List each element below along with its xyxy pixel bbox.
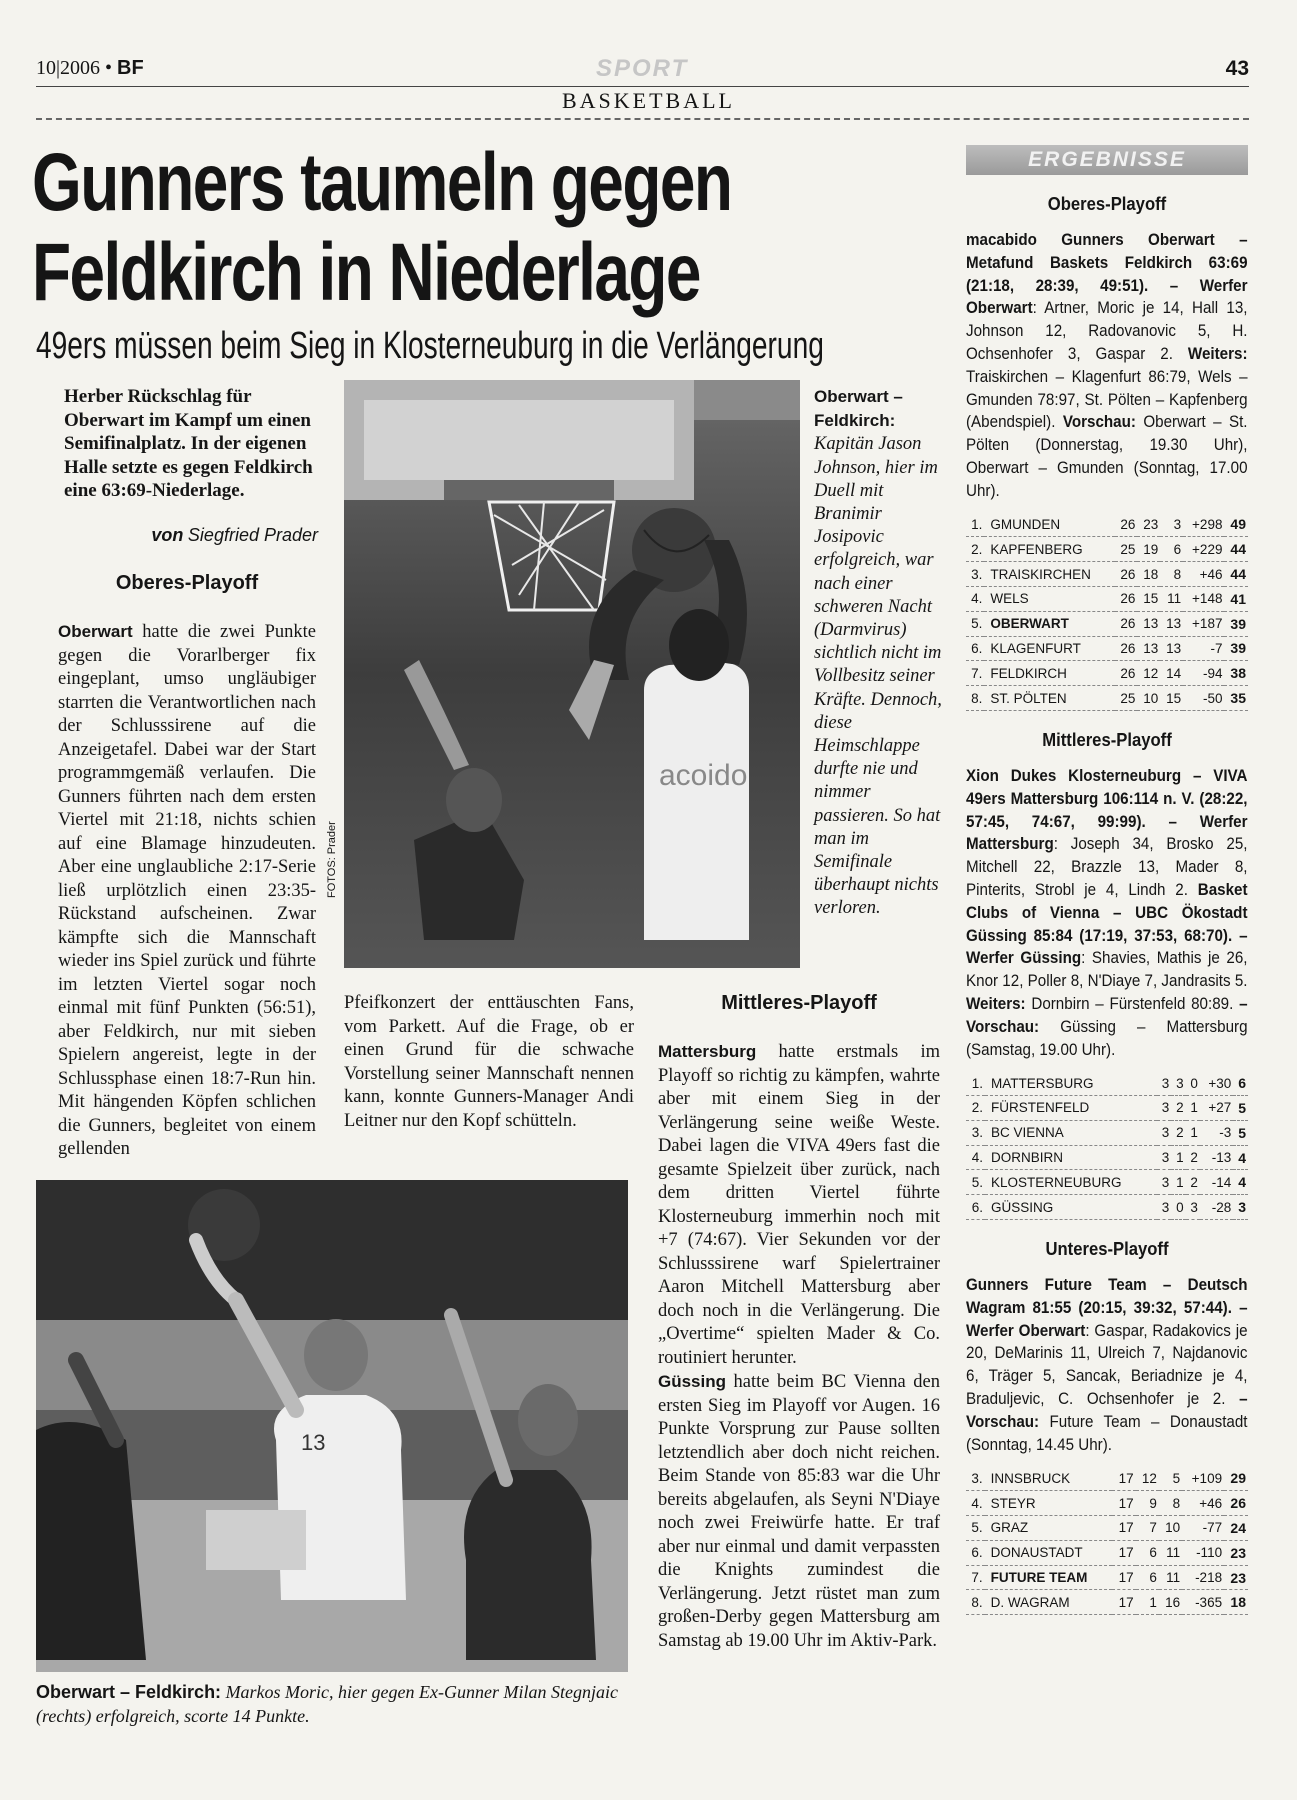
oberes-werfer-label: – Werfer Oberwart (966, 276, 1248, 318)
cell-losses: 13 (1160, 636, 1183, 661)
cell-losses: 3 (1186, 1195, 1200, 1220)
table-row (966, 1590, 1248, 1615)
mittleres-vorschau-label: – Vorschau: (966, 994, 1248, 1036)
photo-johnson-dunk (344, 380, 800, 968)
cell-wins: 23 (1137, 513, 1160, 537)
table-row (966, 636, 1248, 661)
cell-points: 39 (1224, 636, 1248, 661)
cell-losses: 16 (1159, 1590, 1182, 1615)
cell-losses: 13 (1160, 611, 1183, 636)
cell-diff: -7 (1183, 636, 1224, 661)
article-body-col1 (58, 620, 316, 1162)
results-header: ERGEBNISSE (966, 145, 1248, 175)
cell-rank: 5. (966, 1170, 985, 1195)
cell-team: FELDKIRCH (984, 661, 1114, 686)
cell-team: KAPFENBERG (984, 537, 1114, 562)
separator-bullet: • (105, 57, 113, 79)
cell-losses: 6 (1160, 537, 1183, 562)
cell-points: 6 (1233, 1071, 1248, 1095)
cell-points: 5 (1233, 1120, 1248, 1145)
table-row (966, 661, 1248, 686)
cell-rank: 6. (966, 1195, 985, 1220)
byline-prefix: von (151, 525, 184, 545)
cell-rank: 8. (966, 686, 984, 711)
dashed-divider (36, 118, 1249, 120)
article-body-col2: Pfeifkonzert der enttäuschten Fans, vom Parkett. Auf die Frage, ob er einen Grund für die schwache Vorstellung seiner Mannschaft nennen kann, konnte Gunners-Manager Andi Leitner nur den Kopf schütteln. (344, 993, 634, 1131)
cell-games: 3 (1157, 1170, 1171, 1195)
cell-diff: +30 (1200, 1071, 1233, 1095)
table-row (966, 1145, 1248, 1170)
keyword-guessing: Güssing (658, 1372, 727, 1391)
body-text-oberes: hatte die zwei Punkte gegen die Vorarlberger fix eingeplant, umso ungläubiger starrten die Verantwortlichen nach der Schlusssirene auf die Anzeigetafel. Dabei war der Start programmgemäß verlaufen. Die Gunners führten nach dem ersten Viertel mit 21:18, nichts schien auf eine Blamage hinzudeuten. Aber eine unglaubliche 2:17-Serie ließ urplötzlich einen 23:35-Rückstand aufscheinen. Zwar kämpfte sich die Mannschaft wieder ins Spiel zurück und führte im letzten Viertel sogar noch einmal mit fünf Punkten (56:51), aber Feldkirch, nur mit sieben Spielern angereist, legte in der Schlussphase einen 18:7-Run hin. Mit hängenden Köpfen schlichen die Gunners, begleitet von einem gellenden (58, 622, 316, 1159)
cell-games: 17 (1112, 1516, 1135, 1541)
standings-table-unteres (966, 1466, 1248, 1615)
cell-team: FUTURE TEAM (985, 1565, 1113, 1590)
cell-rank: 2. (966, 1096, 985, 1121)
cell-diff: -110 (1182, 1540, 1224, 1565)
cell-games: 3 (1157, 1071, 1171, 1095)
cell-losses: 0 (1186, 1071, 1200, 1095)
cell-rank: 3. (966, 1466, 985, 1490)
cell-diff: +229 (1183, 537, 1224, 562)
issue-number: 10|2006 (36, 57, 101, 79)
photo-graphic (344, 380, 800, 968)
unteres-results (966, 1274, 1248, 1456)
table-row (966, 586, 1248, 611)
cell-points: 44 (1224, 562, 1248, 587)
table-row (966, 1071, 1248, 1095)
oberes-weiters-label: Weiters: (1187, 344, 1248, 363)
caption2-label: Oberwart – Feldkirch: (36, 1682, 222, 1702)
cell-losses: 11 (1159, 1565, 1182, 1590)
cell-wins: 6 (1136, 1565, 1159, 1590)
cell-losses: 8 (1160, 562, 1183, 587)
cell-wins: 12 (1137, 661, 1160, 686)
cell-points: 26 (1224, 1491, 1248, 1516)
cell-rank: 8. (966, 1590, 985, 1615)
cell-points: 39 (1224, 611, 1248, 636)
cell-rank: 6. (966, 636, 984, 661)
cell-team: GÜSSING (985, 1195, 1157, 1220)
cell-diff: +46 (1183, 562, 1224, 587)
mittleres-vorschau-text: Güssing – Mattersburg (Samstag, 19.00 Uhr). (966, 1017, 1248, 1059)
cell-wins: 1 (1171, 1145, 1185, 1170)
cell-wins: 0 (1171, 1195, 1185, 1220)
caption-label: Oberwart – Feldkirch: (814, 387, 903, 431)
table-row (966, 1565, 1248, 1590)
mittleres-werfer2-label: – Werfer Güssing (966, 926, 1248, 968)
cell-losses: 11 (1160, 586, 1183, 611)
table-row (966, 1195, 1248, 1220)
oberes-vorschau-text: Oberwart – St. Pölten (Donnerstag, 19.30 Uhr), Oberwart – Gmunden (Sonntag, 17.00 Uhr). (966, 413, 1248, 500)
cell-team: KLOSTERNEUBURG (985, 1170, 1157, 1195)
cell-wins: 7 (1136, 1516, 1159, 1541)
cell-losses: 15 (1160, 686, 1183, 711)
masthead-rule (36, 86, 1249, 87)
cell-losses: 3 (1160, 513, 1183, 537)
cell-wins: 6 (1136, 1540, 1159, 1565)
cell-games: 26 (1115, 513, 1138, 537)
table-row (966, 562, 1248, 587)
cell-points: 49 (1224, 513, 1248, 537)
table-row (966, 1540, 1248, 1565)
cell-points: 5 (1233, 1096, 1248, 1121)
byline-author: Siegfried Prader (187, 525, 318, 545)
svg-text:acoido: acoido (659, 759, 748, 792)
paper-name: BF (117, 57, 144, 79)
cell-diff: -28 (1200, 1195, 1233, 1220)
cell-points: 35 (1224, 686, 1248, 711)
unteres-vorschau-label: – Vorschau: (966, 1390, 1248, 1431)
standings-body-oberes (966, 513, 1248, 711)
cell-games: 26 (1115, 611, 1138, 636)
cell-wins: 13 (1137, 611, 1160, 636)
section-label: SPORT (596, 55, 689, 82)
cell-team: FÜRSTENFELD (985, 1096, 1157, 1121)
cell-losses: 10 (1159, 1516, 1182, 1541)
cell-losses: 11 (1159, 1540, 1182, 1565)
standings-table-oberes (966, 513, 1248, 711)
cell-diff: -50 (1183, 686, 1224, 711)
unteres-werfer-text: : Gaspar, Radakovics je 20, DeMarinis 11, Ulreich 7, Najdanovic 6, Träger 5, Sancak, Beriadnize je 4, Braduljevic, C. Ochsenhofer je 2. (966, 1321, 1248, 1409)
photo-moric-layup (36, 1180, 628, 1672)
keyword-oberwart: Oberwart (58, 622, 133, 641)
photo-graphic-2 (36, 1180, 628, 1672)
cell-wins: 10 (1137, 686, 1160, 711)
unteres-vorschau-text: Future Team – Donaustadt (Sonntag, 14.45 Uhr). (966, 1412, 1248, 1454)
cell-games: 17 (1112, 1466, 1135, 1490)
cell-games: 17 (1112, 1491, 1135, 1516)
cell-diff: +27 (1200, 1096, 1233, 1121)
cell-diff: +46 (1182, 1491, 1224, 1516)
standings-body-mittleres (966, 1071, 1248, 1219)
cell-diff: -77 (1182, 1516, 1224, 1541)
oberes-werfer-text: : Artner, Moric je 14, Hall 13, Johnson 12, Radovanovic 5, H. Ochsenhofer 3, Gaspar 2. (966, 299, 1248, 363)
cell-losses: 2 (1186, 1170, 1200, 1195)
headline-line-2: Feldkirch in Niederlage (32, 227, 700, 318)
cell-rank: 6. (966, 1540, 985, 1565)
svg-text:13: 13 (301, 1430, 326, 1455)
oberes-results (966, 229, 1248, 503)
sidebar-title-unteres: Unteres-Playoff (1045, 1238, 1169, 1260)
section-title-oberes: Oberes-Playoff (115, 572, 259, 594)
cell-diff: +109 (1182, 1466, 1224, 1490)
table-row (966, 1516, 1248, 1541)
cell-points: 18 (1224, 1590, 1248, 1615)
cell-games: 3 (1157, 1145, 1171, 1170)
cell-wins: 15 (1137, 586, 1160, 611)
photo2-caption (36, 1680, 636, 1728)
cell-games: 17 (1112, 1590, 1135, 1615)
cell-points: 24 (1224, 1516, 1248, 1541)
unteres-result-head: Gunners Future Team – Deutsch Wagram 81:55 (20:15, 39:32, 57:44). (966, 1276, 1248, 1317)
cell-team: WELS (984, 586, 1114, 611)
caption-text: Kapitän Jason Johnson, hier im Duell mit Branimir Josipovic erfolgreich, war nach einer schweren Nacht (Darmvirus) sichtlich nicht im Vollbesitz seiner Kräfte. Dennoch, diese Heimschlappe durfte nie und nimmer passieren. So hat man im Semifinale überhaupt nichts verloren. (814, 434, 942, 919)
cell-diff: -365 (1182, 1590, 1224, 1615)
cell-rank: 5. (966, 1516, 985, 1541)
mittleres-werfer1-label: – Werfer Mattersburg (966, 812, 1248, 854)
cell-losses: 1 (1186, 1096, 1200, 1121)
cell-rank: 4. (966, 586, 984, 611)
table-row (966, 1120, 1248, 1145)
cell-diff: +187 (1183, 611, 1224, 636)
mittleres-werfer2-text: : Shavies, Mathis je 26, Knor 12, Poller 8, N'Diaye 7, Jandrasits 5. (966, 949, 1248, 991)
cell-rank: 3. (966, 1120, 985, 1145)
cell-rank: 1. (966, 513, 984, 537)
cell-games: 3 (1157, 1120, 1171, 1145)
cell-games: 3 (1157, 1096, 1171, 1121)
cell-team: GMUNDEN (984, 513, 1114, 537)
cell-wins: 19 (1137, 537, 1160, 562)
cell-team: GRAZ (985, 1516, 1113, 1541)
cell-points: 23 (1224, 1565, 1248, 1590)
cell-wins: 2 (1171, 1120, 1185, 1145)
headline (32, 137, 732, 318)
cell-games: 26 (1115, 636, 1138, 661)
standings-table-mittleres (966, 1071, 1248, 1220)
sidebar-title-oberes: Oberes-Playoff (1047, 193, 1167, 214)
cell-games: 3 (1157, 1195, 1171, 1220)
cell-games: 25 (1115, 537, 1138, 562)
table-row (966, 1466, 1248, 1490)
cell-losses: 2 (1186, 1145, 1200, 1170)
cell-points: 29 (1224, 1466, 1248, 1490)
section-title-mittleres: Mittleres-Playoff (721, 992, 877, 1014)
cell-games: 26 (1115, 661, 1138, 686)
cell-rank: 3. (966, 562, 984, 587)
mittleres-results (966, 765, 1248, 1061)
ressort-label: BASKETBALL (562, 88, 735, 113)
cell-team: DORNBIRN (985, 1145, 1157, 1170)
cell-points: 4 (1233, 1170, 1248, 1195)
cell-points: 3 (1233, 1195, 1248, 1220)
mittleres-weiters-label: Weiters: (966, 994, 1026, 1013)
body-text-mattersburg: hatte erstmals im Playoff so richtig zu kämpfen, wahrte aber mit einem Sieg in der Verlängerung seine weiße Weste. Dabei lagen die VIVA 49ers fast die gesamte Spielzeit über zurück, nach dem dritten Viertel führte Klosterneuburg immerhin noch mit +7 (74:67). Vier Sekunden vor der Schlusssirene warf Spielertrainer Aaron Mitchell Mattersburg aber doch noch in die Verlängerung. Die „Overtime“ spielten Mader & Co. routiniert herunter. (658, 1042, 940, 1368)
lead-paragraph: Herber Rückschlag für Oberwart im Kampf um einen Semifinalplatz. In der eigenen Halle setzte es gegen Feldkirch eine 63:69-Niederlage. (64, 386, 313, 501)
cell-diff: -94 (1183, 661, 1224, 686)
keyword-mattersburg: Mattersburg (658, 1042, 757, 1061)
cell-losses: 5 (1159, 1466, 1182, 1490)
cell-wins: 3 (1171, 1071, 1185, 1095)
subheadline: 49ers müssen beim Sieg in Klosterneuburg in die Verlängerung (36, 325, 824, 367)
oberes-result-head: macabido Gunners Oberwart – Metafund Baskets Feldkirch 63:69 (21:18, 28:39, 49:51). (966, 231, 1248, 295)
page-number: 43 (1225, 57, 1249, 80)
cell-points: 44 (1224, 537, 1248, 562)
table-row (966, 537, 1248, 562)
cell-team: STEYR (985, 1491, 1113, 1516)
cell-diff: -13 (1200, 1145, 1233, 1170)
cell-games: 17 (1112, 1565, 1135, 1590)
cell-team: KLAGENFURT (984, 636, 1114, 661)
standings-body-unteres (966, 1466, 1248, 1614)
mittleres-result2-head: Basket Clubs of Vienna – UBC Ökostadt Güssing 85:84 (17:19, 37:53, 68:70). (966, 880, 1248, 945)
photo-credit: FOTOS: Prader (326, 821, 338, 898)
results-sidebar (966, 145, 1248, 1615)
cell-wins: 1 (1136, 1590, 1159, 1615)
sidebar-title-mittleres: Mittleres-Playoff (1042, 728, 1172, 750)
cell-team: ST. PÖLTEN (984, 686, 1114, 711)
cell-games: 26 (1115, 586, 1138, 611)
caption2-text: Markos Moric, hier gegen Ex-Gunner Milan Stegnjaic (rechts) erfolgreich, scorte 14 Punkte. (36, 1682, 618, 1726)
body-text-guessing: hatte beim BC Vienna den ersten Sieg im Playoff vor Augen. 16 Punkte Vorsprung zur Pause sollten letztendlich aber doch nicht reichen. Beim Stande von 85:83 war die Uhr bereits abgelaufen, als Seyni N'Diaye noch zwei Freiwürfe hatte. Er traf aber nur einmal und damit verpassten die Knights zumindest die Verlängerung. Jetzt rüstet man zum großen-Derby gegen Mattersburg am Samstag ab 19.00 Uhr im Aktiv-Park. (658, 1372, 940, 1651)
cell-games: 25 (1115, 686, 1138, 711)
cell-diff: -3 (1200, 1120, 1233, 1145)
article-body-col3 (658, 1040, 940, 1653)
unteres-werfer-label: – Werfer Oberwart (966, 1298, 1248, 1340)
cell-wins: 12 (1136, 1466, 1159, 1490)
cell-team: OBERWART (984, 611, 1114, 636)
cell-diff: -14 (1200, 1170, 1233, 1195)
cell-rank: 4. (966, 1491, 985, 1516)
cell-team: D. WAGRAM (985, 1590, 1113, 1615)
masthead-issue (36, 57, 144, 80)
cell-team: DONAUSTADT (985, 1540, 1113, 1565)
table-row (966, 1170, 1248, 1195)
cell-rank: 4. (966, 1145, 985, 1170)
cell-points: 4 (1233, 1145, 1248, 1170)
byline (36, 525, 318, 546)
cell-team: MATTERSBURG (985, 1071, 1157, 1095)
table-row (966, 686, 1248, 711)
cell-team: BC VIENNA (985, 1120, 1157, 1145)
oberes-weiters-text: Traiskirchen – Klagenfurt 86:79, Wels – Gmunden 78:97, St. Pölten – Kapfenberg (Abendspiel). (966, 367, 1248, 432)
cell-rank: 2. (966, 537, 984, 562)
cell-team: INNSBRUCK (985, 1466, 1113, 1490)
cell-rank: 1. (966, 1071, 985, 1095)
table-row (966, 611, 1248, 636)
photo1-caption (814, 385, 942, 921)
cell-wins: 9 (1136, 1491, 1159, 1516)
cell-losses: 1 (1186, 1120, 1200, 1145)
cell-wins: 18 (1137, 562, 1160, 587)
cell-rank: 5. (966, 611, 984, 636)
cell-games: 26 (1115, 562, 1138, 587)
mittleres-result1-head: Xion Dukes Klosterneuburg – VIVA 49ers Mattersburg 106:114 n. V. (28:22, 57:45, 74:67, 99:99). (966, 766, 1248, 831)
cell-games: 17 (1112, 1540, 1135, 1565)
cell-team: TRAISKIRCHEN (984, 562, 1114, 587)
cell-rank: 7. (966, 661, 984, 686)
cell-losses: 14 (1160, 661, 1183, 686)
cell-rank: 7. (966, 1565, 985, 1590)
cell-points: 23 (1224, 1540, 1248, 1565)
table-row (966, 513, 1248, 537)
table-row (966, 1096, 1248, 1121)
cell-diff: -218 (1182, 1565, 1224, 1590)
cell-wins: 13 (1137, 636, 1160, 661)
mittleres-weiters-text: Dornbirn – Fürstenfeld 80:89. (1025, 994, 1234, 1013)
cell-diff: +298 (1183, 513, 1224, 537)
cell-diff: +148 (1183, 586, 1224, 611)
oberes-vorschau-label: Vorschau: (1062, 413, 1136, 432)
cell-points: 41 (1224, 586, 1248, 611)
cell-losses: 8 (1159, 1491, 1182, 1516)
cell-wins: 1 (1171, 1170, 1185, 1195)
headline-line-1: Gunners taumeln gegen (32, 137, 732, 228)
cell-wins: 2 (1171, 1096, 1185, 1121)
table-row (966, 1491, 1248, 1516)
mittleres-werfer1-text: : Joseph 34, Brosko 25, Mitchell 22, Brazzle 13, Mader 8, Pinterits, Strobl je 4, Lindh 2. (966, 835, 1248, 899)
cell-points: 38 (1224, 661, 1248, 686)
